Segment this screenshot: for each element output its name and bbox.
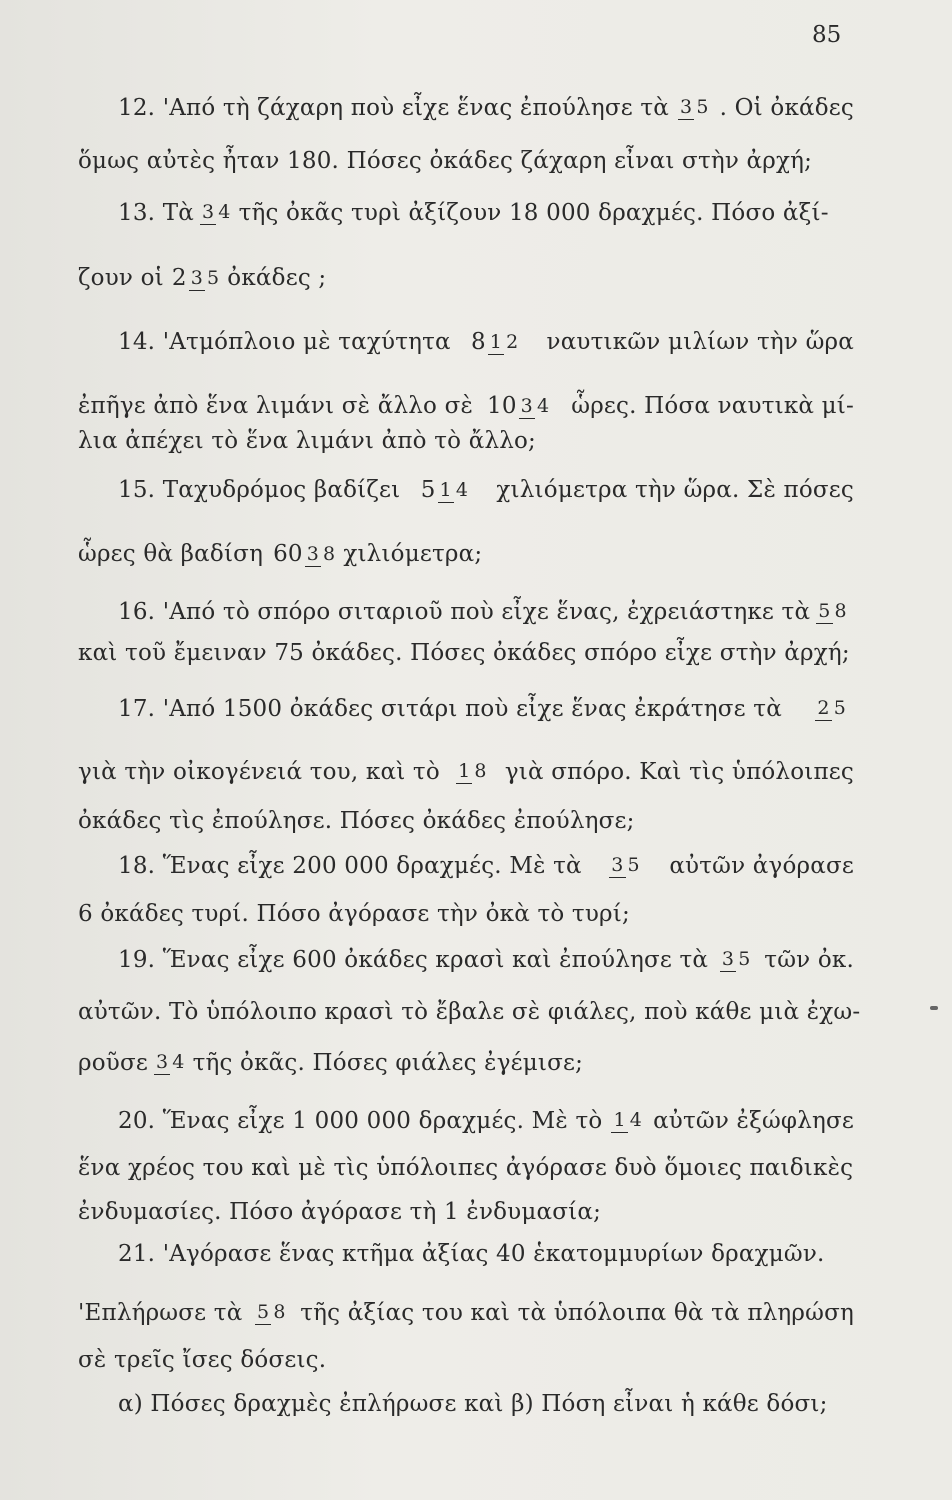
page-number: 85 — [812, 22, 842, 48]
problem-14-line-3: λια ἀπέχει τὸ ἕνα λιμάνι ἀπὸ τὸ ἄλλο; — [78, 428, 536, 454]
fraction-5-8: 5 8 — [818, 600, 847, 622]
problem-17-line-3: ὀκάδες τὶς ἐπούλησε. Πόσες ὀκάδες ἐπούλησε; — [78, 808, 635, 834]
problem-21-line-4: α) Πόσες δραχμὲς ἐπλήρωσε καὶ β) Πόση εἶναι ἡ κάθε δόσι; — [118, 1391, 828, 1417]
fraction-3-4: 3 4 — [201, 201, 231, 223]
problem-13-line-1: 13. Τὰ 3 4 τῆς ὀκᾶς τυρὶ ἀξίζουν 18 000 δραχμές. Πόσο ἀξί- — [118, 200, 829, 226]
problem-17-line-2: γιὰ τὴν οἰκογένειά του, καὶ τὸ 1 8 γιὰ σπόρο. Καὶ τὶς ὑπόλοιπες — [78, 759, 854, 785]
fraction-3-4: 3 4 — [155, 1051, 185, 1073]
problem-12-line-1 — [118, 88, 854, 128]
mixed-number-5-1-4: 5 1 4 — [420, 477, 469, 503]
problem-21-line-1: 21. 'Αγόρασε ἕνας κτῆμα ἀξίας 40 ἑκατομμυρίων δραχμῶν. — [118, 1241, 825, 1267]
problem-16-line-1: 16. 'Από τὸ σπόρο σιταριοῦ ποὺ εἶχε ἕνας, ἐχρειάστηκε τὰ 5 8 — [118, 599, 847, 625]
mixed-number-8-1-2: 8 1 2 — [470, 329, 519, 355]
fraction-1-4: 1 4 — [613, 1109, 643, 1131]
mixed-number-10-3-4: 10 3 4 — [487, 393, 550, 419]
problem-19-line-2: αὐτῶν. Τὸ ὑπόλοιπο κρασὶ τὸ ἔβαλε σὲ φιάλες, ποὺ κάθε μιὰ ἐχω- — [78, 999, 861, 1025]
problem-18-line-2: 6 ὀκάδες τυρί. Πόσο ἀγόρασε τὴν ὀκὰ τὸ τυρί; — [78, 901, 630, 927]
fraction-5-8: 5 8 — [257, 1301, 286, 1323]
fraction-1-8: 1 8 — [458, 760, 487, 782]
fraction-3-5: 3 5 — [721, 948, 751, 970]
problem-16-line-2: καὶ τοῦ ἔμειναν 75 ὀκάδες. Πόσες ὀκάδες σπόρο εἶχε στὴν ἀρχή; — [78, 640, 850, 666]
mixed-number-60-3-8: 60 3 8 — [273, 541, 336, 567]
problem-15-line-1: 15. Ταχυδρόμος βαδίζει 5 1 4 χιλιόμετρα τὴν ὥρα. Σὲ πόσες — [118, 470, 854, 510]
problem-14-line-1: 14. 'Ατμόπλοιο μὲ ταχύτητα 8 1 2 ναυτικῶν μιλίων τὴν ὥρα — [118, 322, 854, 362]
problem-19-line-1: 19. Ἕνας εἶχε 600 ὀκάδες κρασὶ καὶ ἐπούλησε τὰ 3 5 τῶν ὀκ. — [118, 947, 854, 973]
problem-15-line-2: ὧρες θὰ βαδίση 60 3 8 χιλιόμετρα; — [78, 534, 854, 574]
problem-17-line-1: 17. 'Από 1500 ὀκάδες σιτάρι ποὺ εἶχε ἕνας ἐκράτησε τὰ 2 5 — [118, 696, 846, 722]
problem-19-line-3: ροῦσε 3 4 τῆς ὀκᾶς. Πόσες φιάλες ἐγέμισε; — [78, 1050, 584, 1076]
problem-13-line-2: ζουν οἱ 2 3 5 ὀκάδες ; — [78, 258, 854, 298]
problem-12-text-b: . Οἱ ὀκάδες — [719, 95, 854, 121]
problem-20-line-3: ἐνδυμασίες. Πόσο ἀγόρασε τὴ 1 ἐνδυμασία; — [78, 1199, 602, 1225]
mixed-number-2-3-5: 2 3 5 — [171, 265, 220, 291]
problem-18-line-1: 18. Ἕνας εἶχε 200 000 δραχμές. Μὲ τὰ 3 5 αὐτῶν ἀγόρασε — [118, 853, 854, 879]
problem-12-text-a: 12. 'Από τὴ ζάχαρη ποὺ εἶχε ἕνας ἐπούλησε τὰ — [118, 95, 670, 121]
problem-20-line-1: 20. Ἕνας εἶχε 1 000 000 δραχμές. Μὲ τὸ 1 4 αὐτῶν ἐξώφλησε — [118, 1108, 854, 1134]
fraction-3-5: 3 5 — [680, 96, 709, 118]
problem-12-line-2: ὅμως αὐτὲς ἦταν 180. Πόσες ὀκάδες ζάχαρη εἶναι στὴν ἀρχή; — [78, 148, 813, 174]
problem-21-line-2: 'Επλήρωσε τὰ 5 8 τῆς ἀξίας του καὶ τὰ ὑπόλοιπα θὰ τὰ πληρώση — [78, 1300, 854, 1326]
problem-14-line-2: ἐπῆγε ἀπὸ ἕνα λιμάνι σὲ ἄλλο σὲ 10 3 4 ὧρες. Πόσα ναυτικὰ μί- — [78, 386, 854, 426]
problem-20-line-2: ἕνα χρέος του καὶ μὲ τὶς ὑπόλοιπες ἀγόρασε δυὸ ὅμοιες παιδικὲς — [78, 1155, 854, 1181]
problem-21-line-3: σὲ τρεῖς ἴσες δόσεις. — [78, 1347, 327, 1373]
fraction-2-5: 2 5 — [817, 697, 846, 719]
fraction-3-5: 3 5 — [611, 854, 640, 876]
ink-speck — [930, 1006, 938, 1010]
